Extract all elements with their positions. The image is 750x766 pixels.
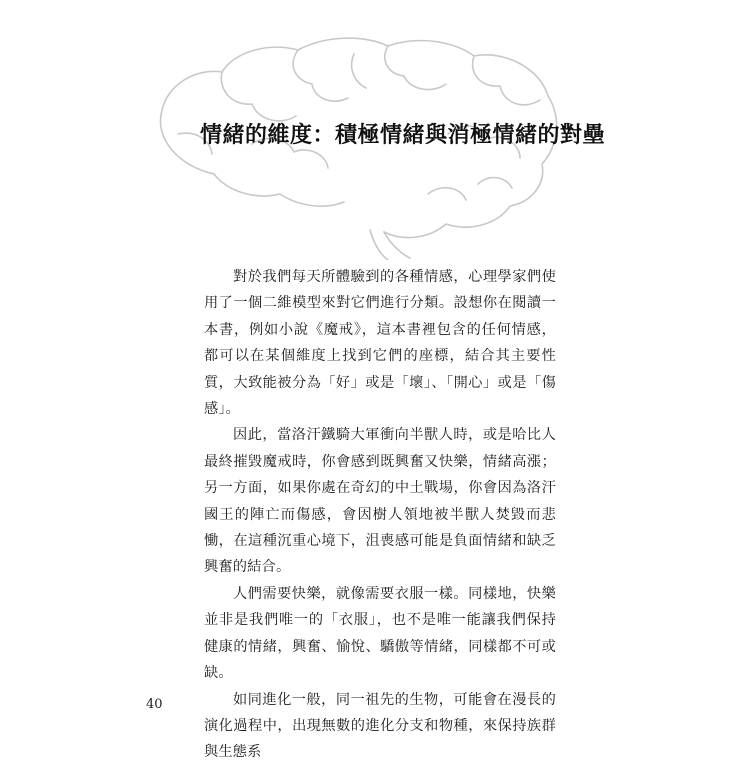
- paragraph: 對於我們每天所體驗到的各種情感，心理學家們使用了一個二維模型來對它們進行分類。設想你在閱讀一本書，例如小說《魔戒》，這本書裡包含的任何情感，都可以在某個維度上找到它們的座標，結合其主要性質，大致能被分為「好」或是「壞」、「開心」或是「傷感」。: [204, 269, 556, 418]
- paragraph: 人們需要快樂，就像需要衣服一樣。同樣地，快樂並非是我們唯一的「衣服」，也不是唯一能讓我們保持健康的情緒，興奮、愉悅、驕傲等情緒，同樣都不可或缺。: [204, 585, 556, 682]
- chapter-title: 情緒的維度：積極情緒與消極情緒的對壘: [200, 123, 606, 148]
- body-text: [204, 264, 556, 766]
- paragraph: 如同進化一般，同一祖先的生物，可能會在漫長的演化過程中，出現無數的進化分支和物種，來保持族群與生態系: [204, 691, 556, 761]
- page-number: 40: [146, 697, 163, 712]
- paragraph: 因此，當洛汗鐵騎大軍衝向半獸人時，或是哈比人最終摧毀魔戒時，你會感到既興奮又快樂，情緒高漲；另一方面，如果你處在奇幻的中土戰場，你會因為洛汗國王的陣亡而傷感，會因樹人領地被半獸人焚毀而悲慟，在這種沉重心境下，沮喪感可能是負面情緒和缺乏興奮的結合。: [204, 427, 556, 576]
